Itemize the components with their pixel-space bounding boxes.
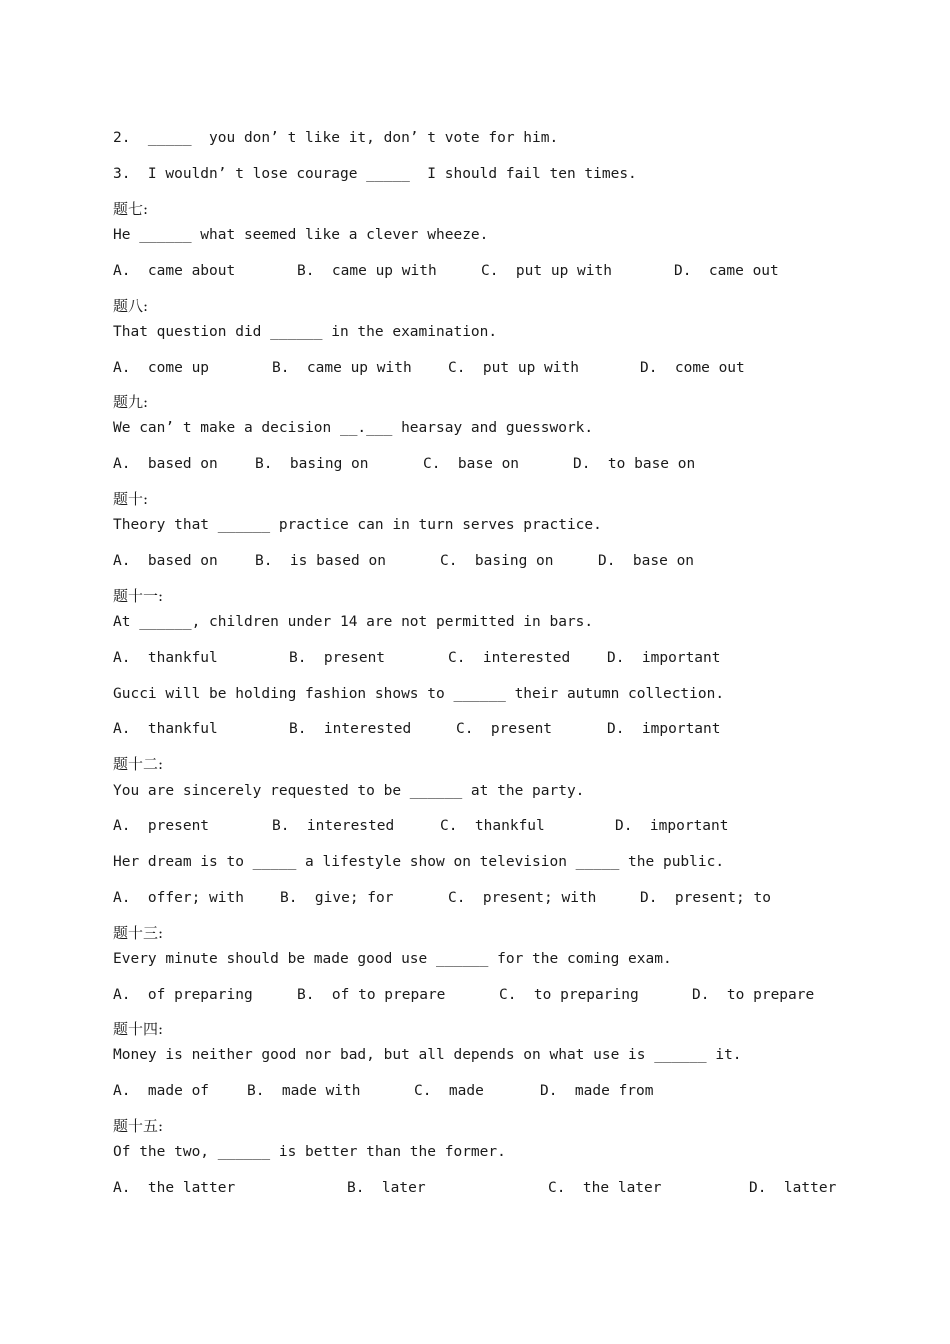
option-11b-c: C. present [456,721,553,737]
heading-14: 题十四: [113,1020,164,1038]
heading-13: 题十三: [113,924,164,942]
sentence-8: That question did ______ in the examination. [113,324,498,340]
option-8-a: A. come up [113,360,210,376]
option-7-b: B. came up with [297,263,437,279]
sentence-12a: You are sincerely requested to be ______ at the party. [113,783,585,799]
option-7-a: A. came about [113,263,236,279]
option-14-d: D. made from [540,1083,654,1099]
option-10-a: A. based on [113,553,218,569]
question-2: 2. _____ you don’ t like it, don’ t vote for him. [113,130,559,146]
option-9-c: C. base on [423,456,520,472]
option-10-b: B. is based on [255,553,386,569]
option-7-d: D. came out [674,263,779,279]
heading-10: 题十: [113,490,149,508]
option-9-b: B. basing on [255,456,369,472]
option-14-b: B. made with [247,1083,361,1099]
option-12b-d: D. present; to [640,890,771,906]
heading-11: 题十一: [113,587,164,605]
option-12a-a: A. present [113,818,210,834]
option-15-a: A. the latter [113,1180,236,1196]
sentence-12b: Her dream is to _____ a lifestyle show on television _____ the public. [113,854,725,870]
option-14-c: C. made [414,1083,484,1099]
option-10-c: C. basing on [440,553,554,569]
sentence-13: Every minute should be made good use ______ for the coming exam. [113,951,672,967]
option-12a-c: C. thankful [440,818,545,834]
sentence-15: Of the two, ______ is better than the former. [113,1144,506,1160]
option-12b-a: A. offer; with [113,890,244,906]
option-15-d: D. latter [749,1180,837,1196]
option-11b-d: D. important [607,721,721,737]
heading-12: 题十二: [113,755,164,773]
option-12a-b: B. interested [272,818,395,834]
option-14-a: A. made of [113,1083,210,1099]
option-11b-a: A. thankful [113,721,218,737]
heading-9: 题九: [113,393,149,411]
option-13-c: C. to preparing [499,987,639,1003]
option-11a-c: C. interested [448,650,571,666]
option-7-c: C. put up with [481,263,612,279]
sentence-14: Money is neither good nor bad, but all depends on what use is ______ it. [113,1047,742,1063]
option-12a-d: D. important [615,818,729,834]
question-3: 3. I wouldn’ t lose courage _____ I should fail ten times. [113,166,637,182]
option-13-a: A. of preparing [113,987,253,1003]
option-15-c: C. the later [548,1180,662,1196]
option-8-b: B. came up with [272,360,412,376]
option-12b-c: C. present; with [448,890,597,906]
option-11a-a: A. thankful [113,650,218,666]
sentence-11a: At ______, children under 14 are not permitted in bars. [113,614,594,630]
option-8-d: D. come out [640,360,745,376]
heading-7: 题七: [113,200,149,218]
option-11a-d: D. important [607,650,721,666]
sentence-7: He ______ what seemed like a clever wheeze. [113,227,489,243]
option-15-b: B. later [347,1180,426,1196]
option-9-d: D. to base on [573,456,696,472]
sentence-11b: Gucci will be holding fashion shows to ______ their autumn collection. [113,686,725,702]
option-13-b: B. of to prepare [297,987,446,1003]
option-11a-b: B. present [289,650,386,666]
option-10-d: D. base on [598,553,695,569]
heading-15: 题十五: [113,1117,164,1135]
sentence-9: We can’ t make a decision __.___ hearsay and guesswork. [113,420,594,436]
option-8-c: C. put up with [448,360,579,376]
option-13-d: D. to prepare [692,987,815,1003]
option-9-a: A. based on [113,456,218,472]
heading-8: 题八: [113,297,149,315]
sentence-10: Theory that ______ practice can in turn serves practice. [113,517,602,533]
option-11b-b: B. interested [289,721,412,737]
option-12b-b: B. give; for [280,890,394,906]
